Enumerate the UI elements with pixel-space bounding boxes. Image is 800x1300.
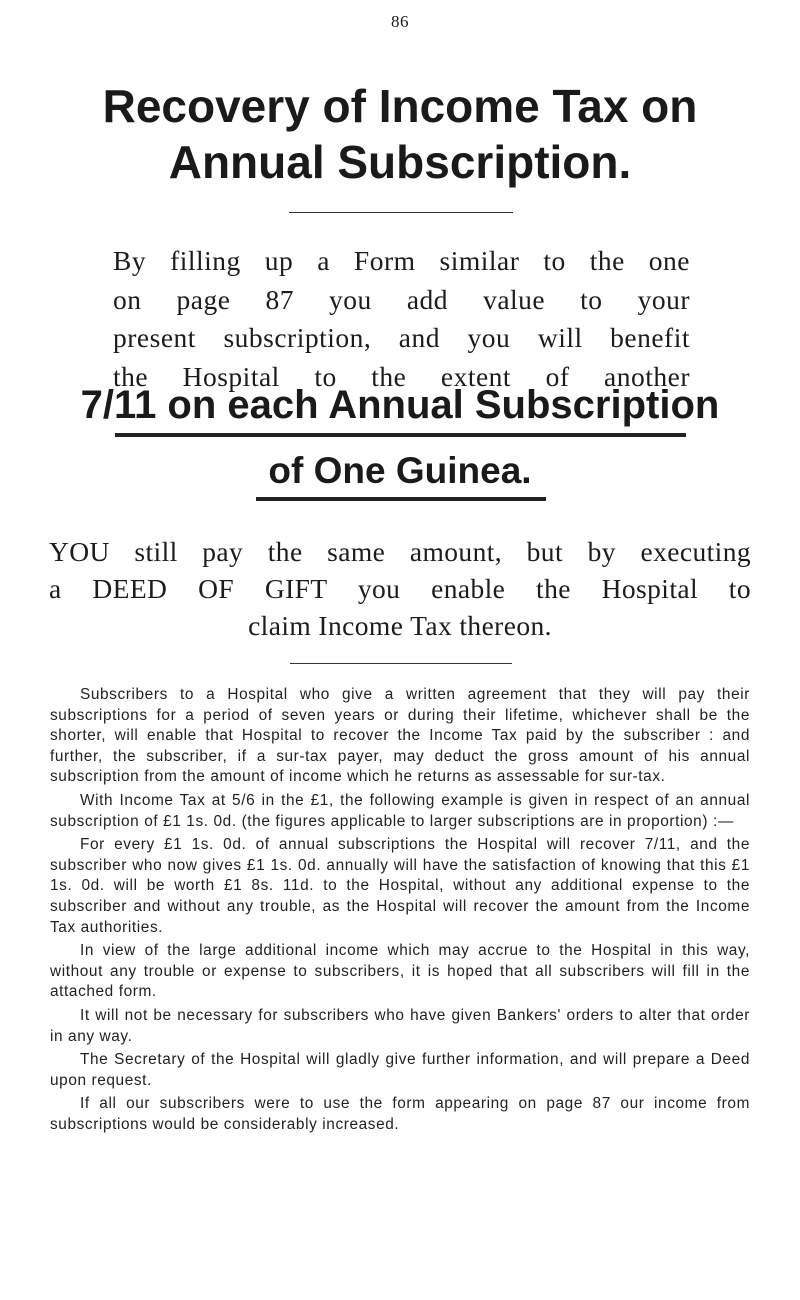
body-paragraph: It will not be necessary for subscribers who have given Bankers' orders to alter that order in any way.: [50, 1006, 750, 1045]
title-line-1: Recovery of Income Tax on: [102, 80, 698, 132]
divider-middle: [290, 663, 512, 664]
intro-line: on page 87 you add value to your: [113, 283, 690, 315]
page-title: [0, 78, 800, 190]
headline-guinea: of One Guinea.: [268, 450, 532, 491]
body-paragraph: For every £1 1s. 0d. of annual subscriptions the Hospital will recover 7/11, and the subscriber who now gives £1 1s. 0d. annually will have the satisfaction of knowing that this £1 1s. 0d. will be worth £1 8s. 11d. to the Hospital, without any additional expense to the subscriber and without any trouble, as the Hospital will recover the amount from the Income Tax authorities.: [50, 836, 750, 936]
intro-paragraph: [113, 242, 690, 396]
body-paragraph: If all our subscribers were to use the form appearing on page 87 our income from subscriptions would be considerably increased.: [50, 1095, 750, 1133]
deed-line: YOU still pay the same amount, but by executing: [49, 536, 751, 567]
deed-line: a DEED OF GIFT you enable the Hospital to: [49, 573, 751, 604]
title-line-2: Annual Subscription.: [168, 136, 632, 188]
deed-paragraph: [49, 533, 751, 644]
page-number: 86: [391, 12, 409, 31]
body-paragraph: Subscribers to a Hospital who give a written agreement that they will pay their subscriptions for a period of seven years or during their lifetime, whichever shall be the shorter, will enable that Hospital to recover the Income Tax paid by the subscriber : and further, the subscriber, if a sur-tax payer, may deduct the gross amount of his annual subscription from the amount of income which he returns as assessable for sur-tax.: [50, 686, 750, 786]
explanation-text: [50, 685, 750, 1138]
headline-underline-2: [256, 497, 546, 501]
intro-line: present subscription, and you will benefit: [113, 322, 690, 353]
body-paragraph: In view of the large additional income which may accrue to the Hospital in this way, without any trouble or expense to subscribers, it is hoped that all subscribers will fill in the attached form.: [50, 942, 750, 1001]
body-paragraph: The Secretary of the Hospital will gladly give further information, and will prepare a Deed upon request.: [50, 1051, 750, 1089]
headline-underline-1: [115, 433, 686, 437]
body-paragraph: With Income Tax at 5/6 in the £1, the following example is given in respect of an annual subscription of £1 1s. 0d. (the figures applicable to larger subscriptions are in proportion) :—: [50, 791, 750, 830]
divider-top: [289, 212, 513, 213]
headline-amount: 7/11 on each Annual Subscription: [80, 383, 720, 427]
deed-line: claim Income Tax thereon.: [248, 610, 552, 641]
intro-line: the Hospital to the extent of another: [113, 360, 690, 392]
intro-line: By filling up a Form similar to the one: [113, 245, 690, 276]
